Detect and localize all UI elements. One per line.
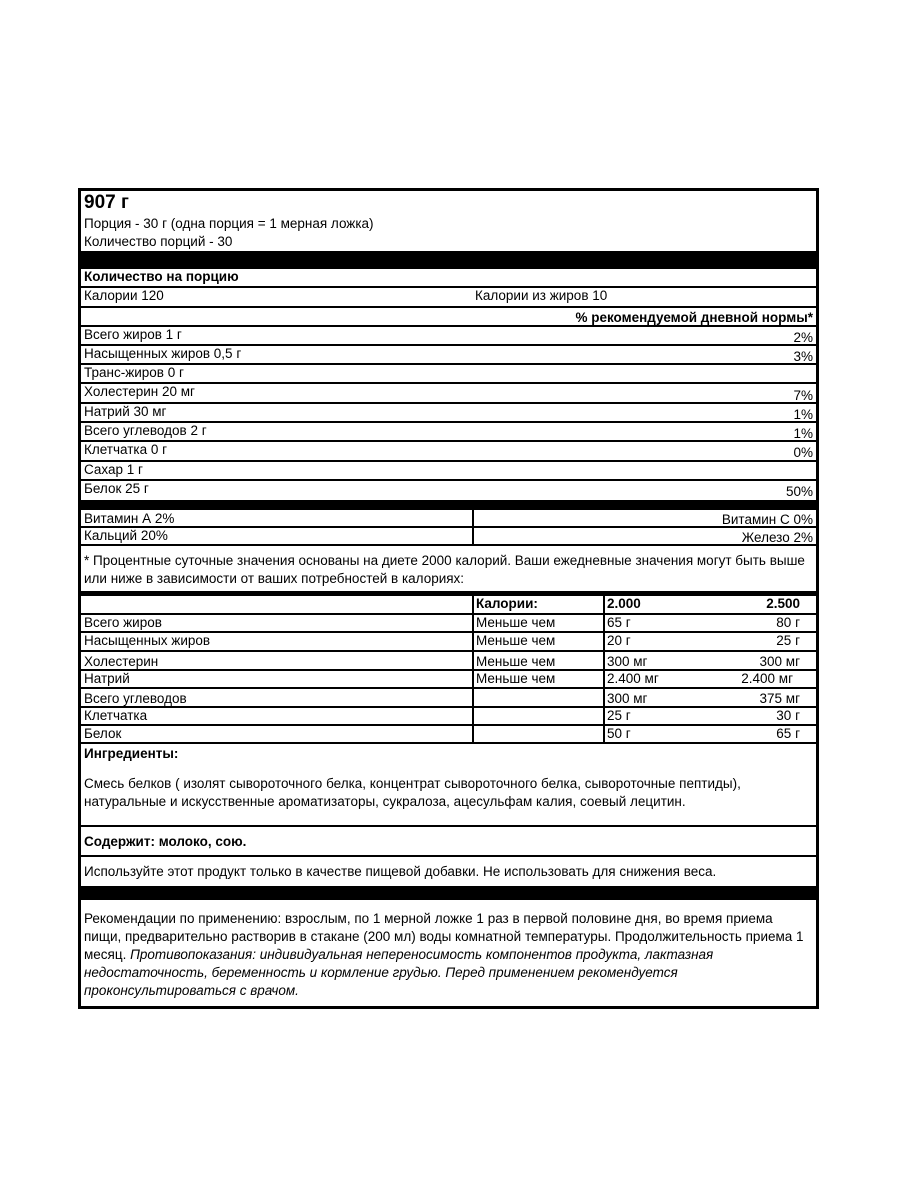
usage-note: Используйте этот продукт только в качестве пищевой добавки. Не использовать для снижения веса.: [84, 864, 717, 879]
nutrient-dv: 1%: [793, 407, 813, 422]
calories-row: [81, 288, 816, 308]
daily-condition: Меньше чем: [476, 633, 556, 648]
recommendations-text: Рекомендации по применению: взрослым, по 1 мерной ложке 1 раз в первой половине дня, во время приема пищи, предварительно растворив в стакане (200 мл) воды комнатной температуры. Продолжительность приема 1 месяц.: [84, 911, 804, 962]
footnote-row: [81, 546, 816, 591]
daily-nutrient: Натрий: [84, 671, 130, 686]
daily-condition: Меньше чем: [476, 654, 556, 669]
daily-2500: 65 г: [776, 726, 800, 741]
nutrient-row: [81, 346, 816, 365]
recommendations-section: [81, 900, 816, 1000]
daily-table-row: [81, 633, 816, 652]
daily-table-row: [81, 726, 816, 744]
nutrient-name: Сахар 1 г: [84, 462, 143, 477]
daily-2000: 65 г: [607, 615, 631, 630]
daily-nutrient: Холестерин: [84, 654, 159, 669]
nutrient-name: Насыщенных жиров 0,5 г: [84, 346, 242, 361]
nutrient-row: [81, 384, 816, 404]
nutrient-name: Всего углеводов 2 г: [84, 423, 207, 438]
daily-nutrient: Всего жиров: [84, 615, 162, 630]
column-divider: [472, 652, 474, 669]
dv-header-row: [81, 308, 816, 327]
nutrient-dv: 3%: [793, 349, 813, 364]
contains-allergens: Содержит: молоко, сою.: [84, 834, 247, 849]
contraindications-text: Противопоказания: индивидуальная непереносимость компонентов продукта, лактазная недостаточность, беременность и кормление грудью. Перед применением рекомендуется проконсультироваться с врачом.: [84, 947, 714, 998]
thick-divider: [81, 251, 816, 269]
nutrient-row: [81, 481, 816, 500]
vitamin-row: [81, 528, 816, 546]
daily-2500: 300 мг: [759, 654, 800, 669]
nutrient-name: Холестерин 20 мг: [84, 384, 195, 399]
daily-table-row: [81, 708, 816, 726]
per-serving-title: Количество на порцию: [84, 269, 239, 284]
contains-section: [81, 827, 816, 857]
vitamin-row: [81, 510, 816, 528]
vitamin-a: Витамин А 2%: [84, 511, 175, 526]
daily-2500: 30 г: [776, 708, 800, 723]
daily-2000: 20 г: [607, 633, 631, 648]
nutrient-name: Клетчатка 0 г: [84, 442, 168, 457]
column-divider: [603, 633, 605, 650]
daily-2500: 80 г: [776, 615, 800, 630]
calcium: Кальций 20%: [84, 528, 168, 543]
daily-2500: 25 г: [776, 633, 800, 648]
iron: Железо 2%: [741, 530, 813, 545]
column-divider: [472, 615, 474, 631]
thick-divider: [81, 886, 816, 900]
column-divider: [472, 689, 474, 706]
ingredients-title: Ингредиенты:: [84, 746, 179, 761]
daily-2500: 375 мг: [759, 691, 800, 706]
nutrient-list: [81, 327, 816, 500]
nutrition-label: [78, 188, 819, 1009]
nutrient-dv: 2%: [793, 330, 813, 345]
header-2500: 2.500: [766, 596, 800, 611]
column-divider: [472, 528, 474, 544]
column-divider: [603, 615, 605, 631]
nutrient-row: [81, 423, 816, 442]
footnote: * Процентные суточные значения основаны на диете 2000 калорий. Ваши ежедневные значения могут быть выше или ниже в зависимости от ваших потребностей в калориях:: [84, 553, 805, 586]
daily-nutrient: Всего углеводов: [84, 691, 187, 706]
nutrient-dv: 50%: [785, 484, 813, 499]
daily-nutrient: Белок: [84, 726, 122, 741]
column-divider: [472, 708, 474, 724]
calories: Калории 120: [84, 288, 164, 303]
daily-condition: Меньше чем: [476, 615, 556, 630]
daily-table-header: [81, 596, 816, 615]
calories-from-fat: Калории из жиров 10: [475, 288, 608, 303]
daily-nutrient: Насыщенных жиров: [84, 633, 211, 648]
daily-2000: 300 мг: [607, 654, 648, 669]
column-divider: [472, 633, 474, 650]
nutrient-dv: 1%: [793, 426, 813, 441]
column-divider: [472, 510, 474, 526]
usage-note-section: [81, 857, 816, 886]
daily-values-table: [81, 596, 816, 744]
column-divider: [603, 652, 605, 669]
ingredients-section: [81, 744, 816, 827]
dv-header: % рекомендуемой дневной нормы*: [575, 310, 813, 325]
nutrient-row: [81, 442, 816, 462]
daily-nutrient: Клетчатка: [84, 708, 148, 723]
product-weight: 907 г: [84, 192, 129, 213]
daily-table-row: [81, 689, 816, 708]
daily-table-row: [81, 671, 816, 689]
nutrient-row: [81, 365, 816, 384]
column-divider: [472, 596, 474, 613]
column-divider: [472, 671, 474, 687]
vitamin-c: Витамин С 0%: [721, 512, 813, 527]
header-2000: 2.000: [607, 596, 641, 611]
calories-header: Калории:: [476, 596, 538, 611]
daily-2000: 2.400 мг: [607, 671, 659, 686]
nutrient-dv: 7%: [793, 388, 813, 403]
daily-table-row: [81, 652, 816, 671]
daily-table-row: [81, 615, 816, 633]
daily-2500: 2.400 мг: [741, 671, 793, 686]
nutrient-name: Транс-жиров 0 г: [84, 365, 184, 380]
nutrient-dv: 0%: [793, 445, 813, 460]
column-divider: [603, 671, 605, 687]
daily-condition: Меньше чем: [476, 671, 556, 686]
ingredients-text: Смесь белков ( изолят сывороточного белка, концентрат сывороточного белка, сывороточные пептиды), натуральные и искусственные ароматизаторы, сукралоза, ацесульфам калия, соевый лецитин.: [84, 776, 741, 809]
column-divider: [603, 596, 605, 613]
nutrient-row: [81, 404, 816, 423]
nutrient-row: [81, 327, 816, 346]
daily-2000: 300 мг: [607, 691, 648, 706]
nutrient-name: Белок 25 г: [84, 481, 149, 496]
column-divider: [603, 726, 605, 742]
column-divider: [472, 726, 474, 742]
nutrient-name: Натрий 30 мг: [84, 404, 167, 419]
column-divider: [603, 708, 605, 724]
column-divider: [603, 689, 605, 706]
servings-count: Количество порций - 30: [84, 234, 233, 249]
nutrient-row: [81, 462, 816, 481]
thick-divider: [81, 500, 816, 510]
daily-2000: 50 г: [607, 726, 631, 741]
serving-size: Порция - 30 г (одна порция = 1 мерная ложка): [84, 216, 374, 231]
label-header: [81, 191, 816, 251]
nutrient-name: Всего жиров 1 г: [84, 327, 182, 342]
recommendations: [81, 900, 816, 1000]
per-serving-row: [81, 269, 816, 288]
daily-2000: 25 г: [607, 708, 631, 723]
